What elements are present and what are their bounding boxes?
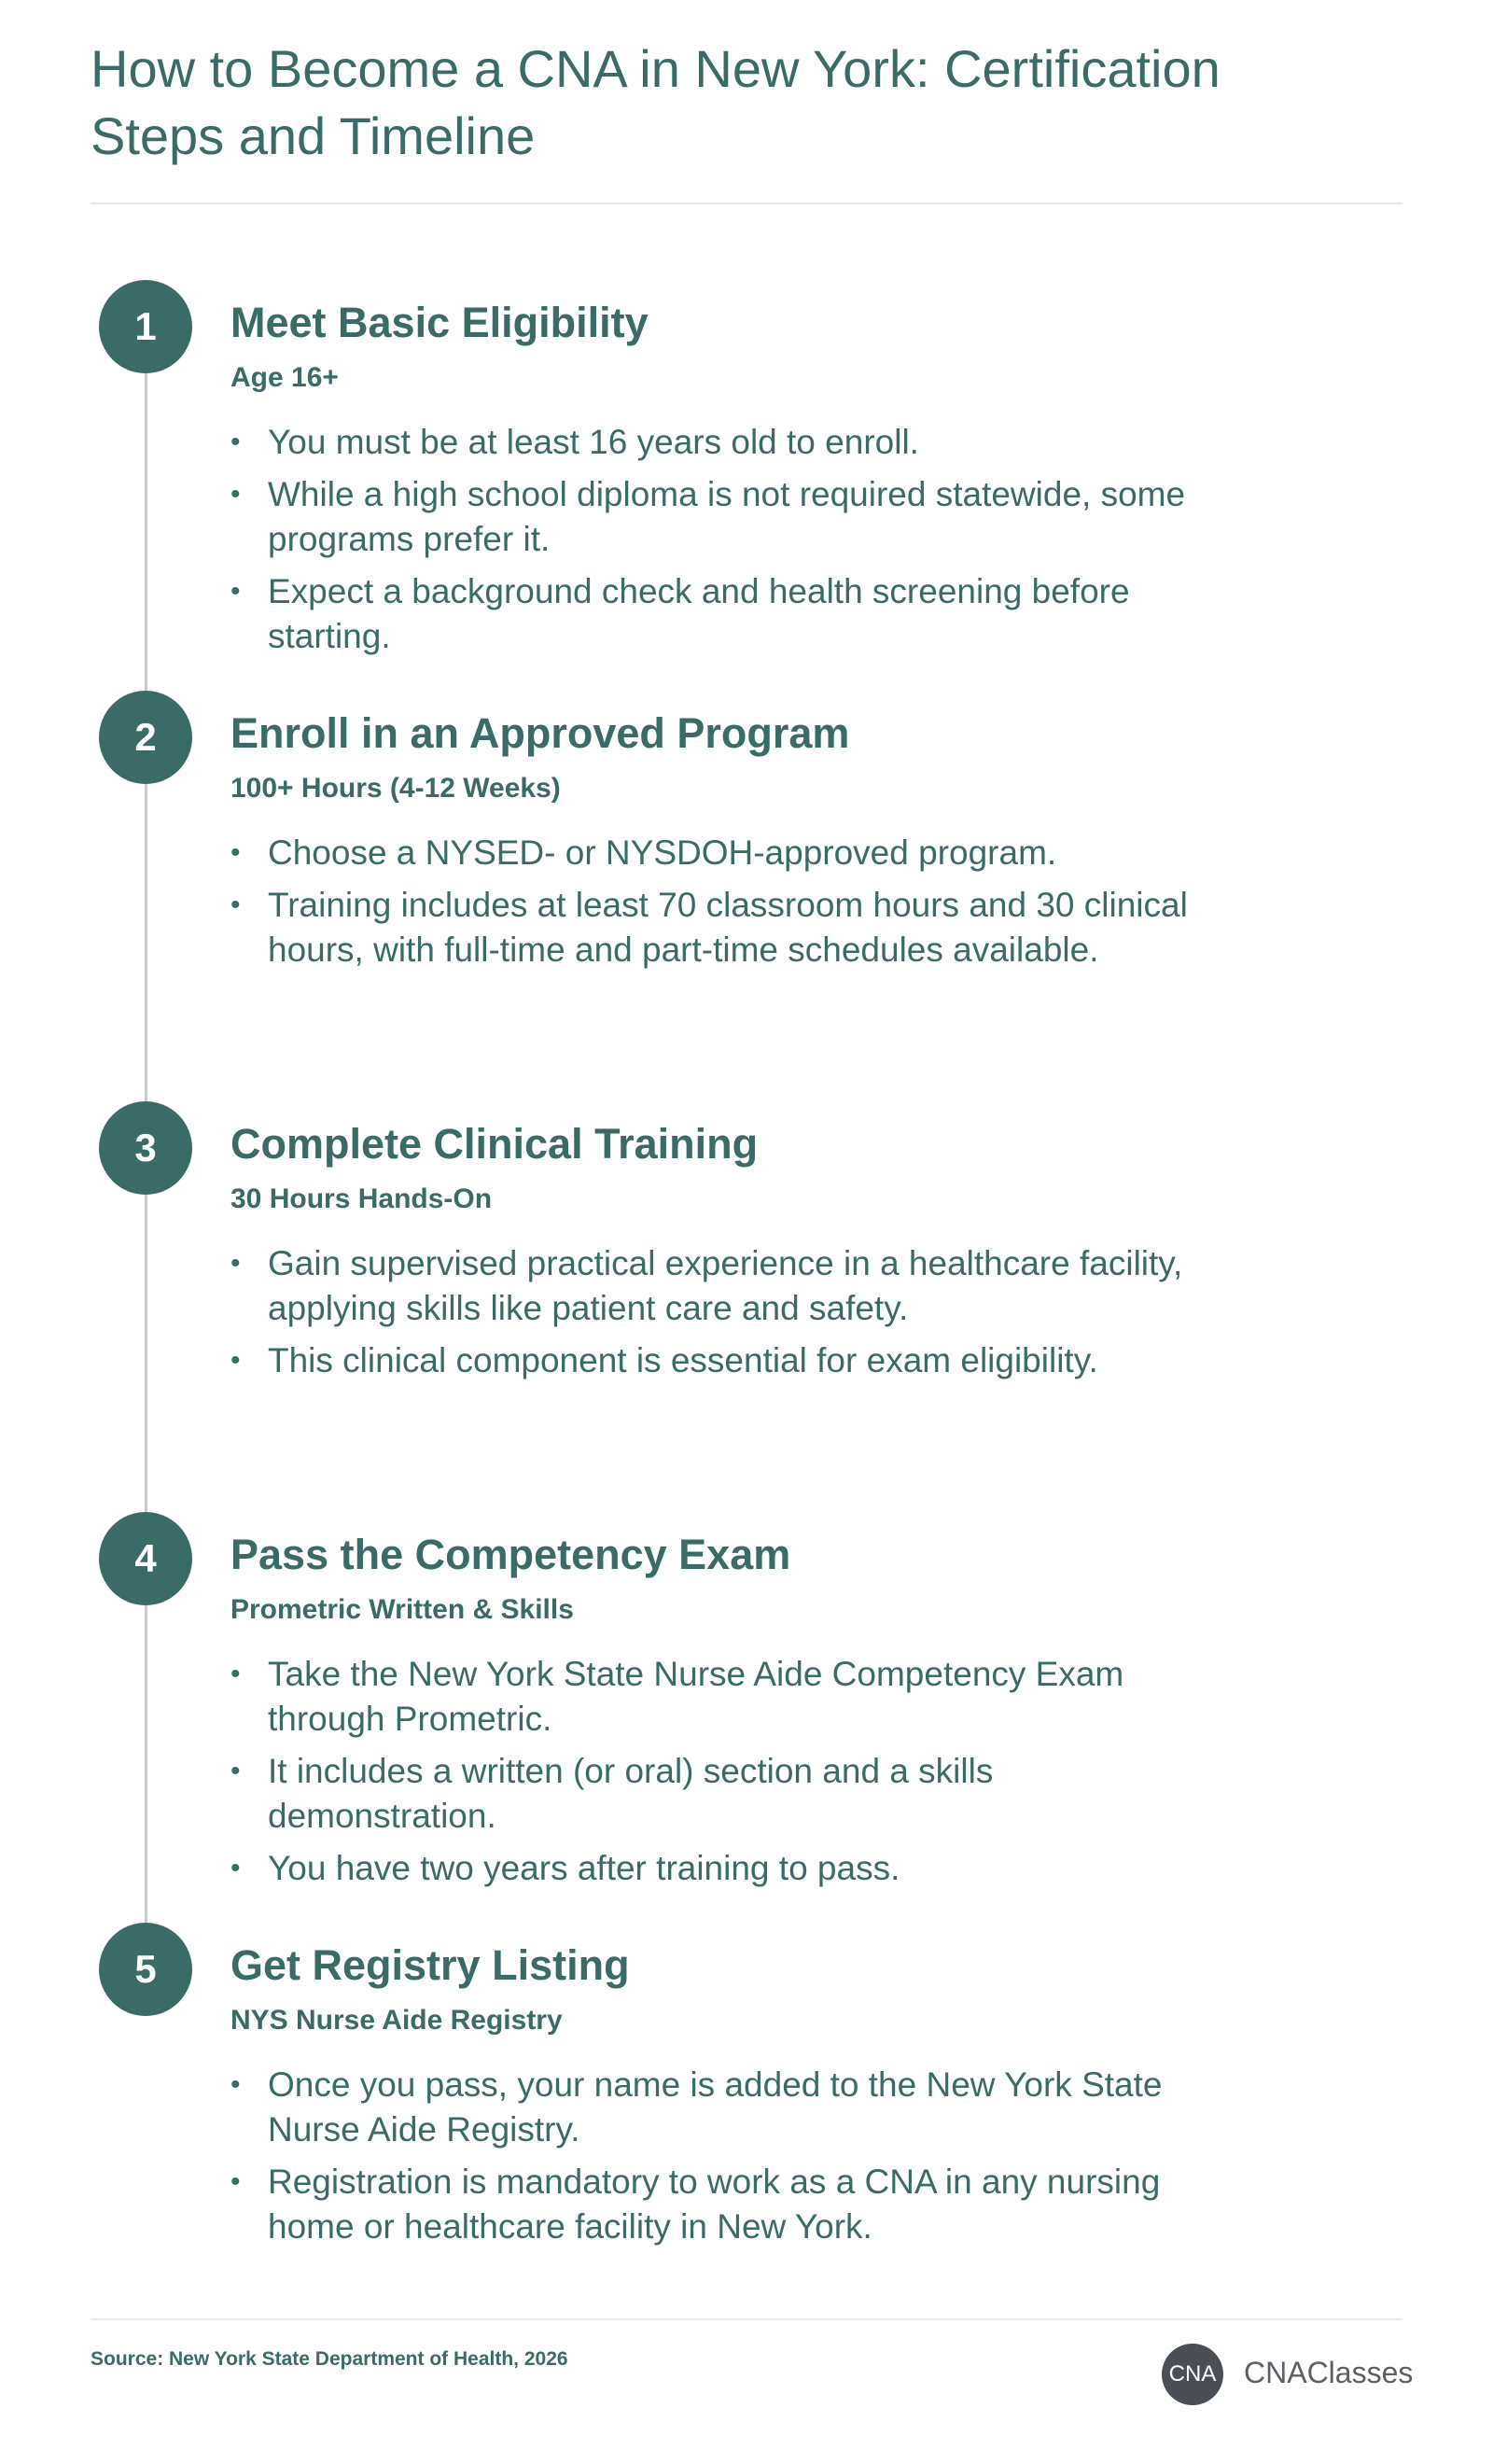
bullet-item: • Training includes at least 70 classroom hours and 30 clinical hours, with full-time and part-time schedules available. bbox=[230, 883, 1220, 973]
step-number-badge: 5 bbox=[99, 1923, 192, 2016]
step-bullets bbox=[230, 2063, 1220, 2257]
bullet-item: • Expect a background check and health screening before starting. bbox=[230, 569, 1220, 659]
bullet-dot-icon: • bbox=[230, 1248, 241, 1279]
bullet-item: • Take the New York State Nurse Aide Competency Exam through Prometric. bbox=[230, 1652, 1220, 1742]
footer-divider bbox=[91, 2318, 1402, 2320]
step-title: Pass the Competency Exam bbox=[230, 1531, 791, 1578]
bullet-dot-icon: • bbox=[230, 1853, 241, 1883]
step-title: Get Registry Listing bbox=[230, 1941, 630, 1989]
step-bullets bbox=[230, 420, 1220, 666]
step-subtitle: 30 Hours Hands-On bbox=[230, 1183, 493, 1214]
step-title: Complete Clinical Training bbox=[230, 1120, 759, 1168]
cna-logo-icon: CNA bbox=[1162, 2344, 1223, 2405]
header-divider bbox=[91, 203, 1402, 204]
step-number-badge: 1 bbox=[99, 280, 192, 373]
step-number-badge: 2 bbox=[99, 691, 192, 784]
bullet-item: • While a high school diploma is not required statewide, some programs prefer it. bbox=[230, 472, 1220, 562]
bullet-item: • Gain supervised practical experience in a healthcare facility, applying skills like patient care and safety. bbox=[230, 1241, 1220, 1331]
bullet-dot-icon: • bbox=[230, 427, 241, 457]
step-title: Enroll in an Approved Program bbox=[230, 709, 850, 757]
bullet-item: • Choose a NYSED- or NYSDOH-approved program. bbox=[230, 831, 1220, 875]
step-bullets bbox=[230, 1241, 1220, 1391]
step-bullets bbox=[230, 1652, 1220, 1898]
step-subtitle: 100+ Hours (4-12 Weeks) bbox=[230, 773, 561, 804]
step-number-badge: 4 bbox=[99, 1512, 192, 1605]
page-title: How to Become a CNA in New York: Certification Steps and Timeline bbox=[91, 39, 1221, 165]
bullet-dot-icon: • bbox=[230, 576, 241, 607]
bullet-dot-icon: • bbox=[230, 479, 241, 510]
step-title: Meet Basic Eligibility bbox=[230, 299, 649, 346]
bullet-item: • Once you pass, your name is added to the New York State Nurse Aide Registry. bbox=[230, 2063, 1220, 2152]
source-note: Source: New York State Department of Health, 2026 bbox=[91, 2348, 568, 2370]
bullet-dot-icon: • bbox=[230, 2166, 241, 2197]
step-subtitle: Age 16+ bbox=[230, 362, 339, 393]
bullet-dot-icon: • bbox=[230, 1756, 241, 1786]
step-bullets bbox=[230, 831, 1220, 980]
bullet-dot-icon: • bbox=[230, 837, 241, 868]
bullet-dot-icon: • bbox=[230, 889, 241, 920]
bullet-dot-icon: • bbox=[230, 1659, 241, 1689]
bullet-dot-icon: • bbox=[230, 2069, 241, 2100]
bullet-item: • This clinical component is essential for exam eligibility. bbox=[230, 1338, 1220, 1383]
brand-name: CNAClasses bbox=[1244, 2356, 1414, 2389]
step-subtitle: NYS Nurse Aide Registry bbox=[230, 2005, 563, 2036]
step-number-badge: 3 bbox=[99, 1101, 192, 1195]
bullet-item: • You have two years after training to pass. bbox=[230, 1846, 1220, 1891]
bullet-item: • It includes a written (or oral) section and a skills demonstration. bbox=[230, 1749, 1220, 1839]
step-subtitle: Prometric Written & Skills bbox=[230, 1594, 574, 1625]
bullet-item: • Registration is mandatory to work as a CNA in any nursing home or healthcare facility in New York. bbox=[230, 2160, 1220, 2249]
bullet-item: • You must be at least 16 years old to enroll. bbox=[230, 420, 1220, 465]
bullet-dot-icon: • bbox=[230, 1345, 241, 1376]
